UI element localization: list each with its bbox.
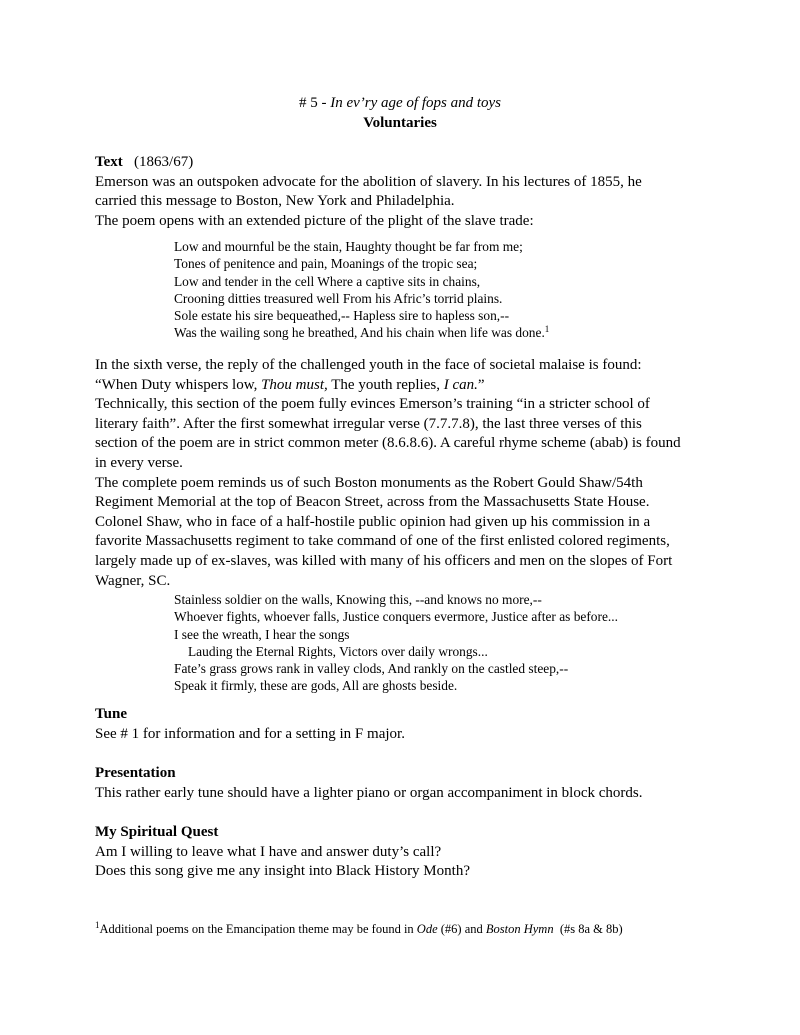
- tune-heading: Tune: [95, 706, 127, 722]
- footnote-text: Additional poems on the Emancipation theme may be found in: [99, 922, 417, 936]
- duty-quote-line: [95, 376, 715, 396]
- quote-line-text: Was the wailing song he breathed, And his chain when life was done.: [174, 325, 545, 341]
- quote-line: Fate’s grass grows rank in valley clods, And rankly on the castled steep,--: [174, 661, 569, 677]
- duty-quote-part: The youth replies,: [327, 376, 444, 393]
- duty-quote-part: “When Duty whispers low,: [95, 376, 262, 393]
- footnote-hymn-title: Boston Hymn: [485, 922, 554, 936]
- quest-line: Am I willing to leave what I have and answer duty’s call?: [95, 843, 442, 860]
- quote-line: Crooning ditties treasured well From his Afric’s torrid plains.: [174, 290, 503, 306]
- presentation-heading: Presentation: [95, 765, 176, 781]
- footnote-ode-title: Ode: [416, 922, 438, 936]
- tune-section: [95, 705, 715, 744]
- footnote-number: 1: [95, 920, 100, 930]
- para-line: Wagner, SC.: [95, 572, 171, 589]
- footnote-text: (#6) and: [437, 922, 486, 936]
- footnote-marker: 1: [544, 324, 550, 335]
- para-line: Colonel Shaw, who in face of a half-hostile public opinion had given up his commission in a: [95, 513, 651, 530]
- para-line: In the sixth verse, the reply of the challenged youth in the face of societal malaise is found:: [95, 357, 642, 373]
- text-date: (1863/67): [134, 154, 194, 170]
- tune-text: See # 1 for information and for a setting in F major.: [95, 725, 405, 742]
- footnote: [95, 922, 735, 937]
- duty-quote-part: ”: [477, 376, 485, 393]
- quote-line: Whoever fights, whoever falls, Justice conquers evermore, Justice after as before...: [174, 609, 618, 625]
- song-subtitle-line: [0, 95, 800, 112]
- para-line: Technically, this section of the poem fully evinces Emerson’s training “in a stricter school of: [95, 396, 650, 413]
- text-section: [95, 153, 715, 231]
- song-title: Voluntaries: [363, 115, 437, 131]
- duty-quote-italic: I can.: [443, 376, 478, 393]
- para-line: literary faith”. After the first somewhat irregular verse (7.7.7.8), the last three verses of this: [95, 415, 642, 432]
- intro-line: carried this message to Boston, New York and Philadelphia.: [95, 193, 455, 210]
- poem-quote-1: [174, 238, 734, 342]
- text-heading: Text: [95, 154, 123, 170]
- analysis-section: [95, 356, 715, 591]
- text-heading-line: [95, 153, 715, 173]
- song-number: # 5 -: [298, 95, 331, 111]
- para-line: in every verse.: [95, 454, 183, 471]
- footnote-text: (#s 8a & 8b): [553, 922, 623, 936]
- quest-line: Does this song give me any insight into Black History Month?: [95, 863, 470, 880]
- presentation-text: This rather early tune should have a lighter piano or organ accompaniment in block chords.: [95, 784, 643, 801]
- para-line: largely made up of ex-slaves, was killed with many of his officers and men on the slopes of Fort: [95, 552, 673, 569]
- para-line: Regiment Memorial at the top of Beacon Street, across from the Massachusetts State House.: [95, 494, 650, 511]
- quote-line: Stainless soldier on the walls, Knowing this, --and knows no more,--: [174, 592, 542, 607]
- intro-line: Emerson was an outspoken advocate for the abolition of slavery. In his lectures of 1855, he: [95, 173, 642, 190]
- intro-line: The poem opens with an extended picture of the plight of the slave trade:: [95, 212, 534, 229]
- para-line: The complete poem reminds us of such Boston monuments as the Robert Gould Shaw/54th: [95, 474, 643, 491]
- song-subtitle: In ev’ry age of fops and toys: [330, 95, 502, 111]
- quote-line: Low and tender in the cell Where a captive sits in chains,: [174, 273, 481, 289]
- para-line: favorite Massachusetts regiment to take command of one of the first enlisted colored regiments,: [95, 533, 670, 550]
- para-line: section of the poem are in strict common meter (8.6.8.6). A careful rhyme scheme (abab) is found: [95, 435, 681, 452]
- quote-line: Lauding the Eternal Rights, Victors over daily wrongs...: [188, 643, 488, 659]
- presentation-section: [95, 764, 715, 803]
- quest-heading: My Spiritual Quest: [95, 824, 219, 840]
- duty-quote-italic: Thou must,: [261, 376, 328, 393]
- quote-line: Speak it firmly, these are gods, All are ghosts beside.: [174, 678, 458, 694]
- quote-line: Tones of penitence and pain, Moanings of the tropic sea;: [174, 256, 478, 272]
- quote-line: I see the wreath, I hear the songs: [174, 626, 350, 642]
- quote-line: Sole estate his sire bequeathed,-- Hapless sire to hapless son,--: [174, 308, 510, 324]
- spiritual-quest-section: [95, 823, 715, 882]
- quote-line-last: [174, 324, 734, 341]
- poem-quote-2: [174, 591, 734, 695]
- quote-line: Low and mournful be the stain, Haughty thought be far from me;: [174, 239, 523, 254]
